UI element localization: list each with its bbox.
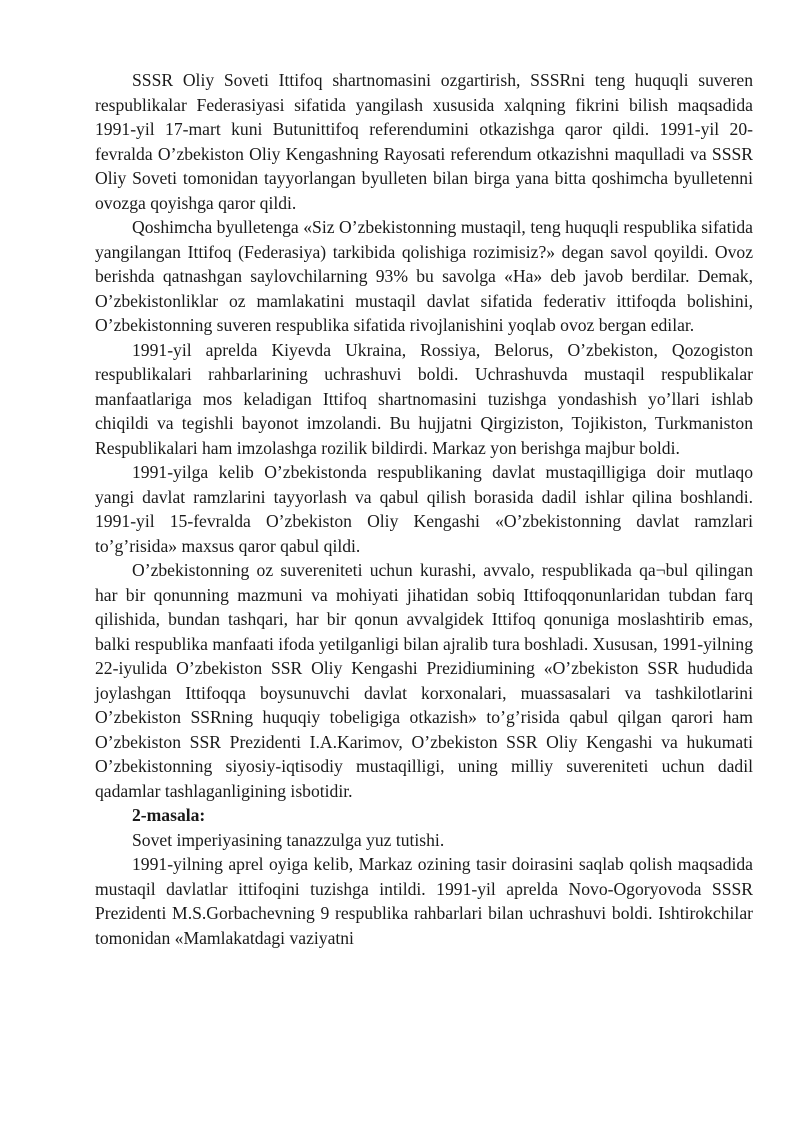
paragraph-state-symbols: 1991-yilga kelib O’zbekistonda respublikaning davlat mustaqilligiga doir mutlaqo yangi davlat ramzlarini tayyorlash va qabul qilish borasida dadil ishlar qilina boshlandi. 1991-yil 15-fevralda O’zbekiston Oliy Kengashi «O’zbekistonning davlat ramzlari to’g’risida» maxsus qaror qabul qildi. (95, 462, 753, 556)
paragraph-referendum: SSSR Oliy Soveti Ittifoq shartnomasini ozgartirish, SSSRni teng huquqli suveren respublikalar Federasiyasi sifatida yangilash xususida xalqning fikrini bilish maqsadida 1991-yil 17-mart kuni Butunittifoq referendumini otkazishga qaror qildi. 1991-yil 20-fevralda O’zbekiston Oliy Kengashning Rayosati referendum otkazishni maqulladi va SSSR Oliy Soveti tomonidan tayyorlangan byulleten bilan birga yana bitta qoshimcha byulletenni ovozga qoyishga qaror qildi. (95, 70, 753, 213)
paragraph-novo-ogaryovo: 1991-yilning aprel oyiga kelib, Markaz ozining tasir doirasini saqlab qolish maqsadida mustaqil davlatlar ittifoqini tuzishga intildi. 1991-yil aprelda Novo-Ogoryovoda SSSR Prezidenti M.S.Gorbachevning 9 respublika rahbarlari bilan uchrashuvi boldi. Ishtirokchilar tomonidan «Mamlakatdagi vaziyatni (95, 854, 753, 948)
paragraph-sovereignty: O’zbekistonning oz suvereniteti uchun kurashi, avvalo, respublikada qa¬bul qilingan har bir qonunning mazmuni va mohiyati jihatidan sobiq Ittifoqqonunlaridan tubdan farq qilishida, bundan tashqari, har bir qonun avvalgidek Ittifoq qonuniga moslashtirib emas, balki respublika manfaati ifoda yetilganligi bilan ajralib tura boshladi. Xususan, 1991-yilning 22-iyulida O’zbekiston SSR Oliy Kengashi Prezidiumining «O’zbekiston SSR hududida joylashgan Ittifoqqa boysunuvchi davlat korxonalari, muassasalari va tashkilotlarini O’zbekiston SSRning huquqiy tobeligiga otkazish» to’g’risida qabul qilgan qarori ham O’zbekiston SSR Prezidenti I.A.Karimov, O’zbekiston SSR Oliy Kengashi va hukumati O’zbekistonning siyosiy-iqtisodiy mustaqilligi, uning milliy suvereniteti uchun dadil qadamlar tashlaganligining isbotidir. (95, 560, 753, 801)
document-page (95, 68, 753, 950)
paragraph-additional-ballot: Qoshimcha byulletenga «Siz O’zbekistonning mustaqil, teng huquqli respublika sifatida yangilangan Ittifoq (Federasiya) tarkibida qolishiga rozimisiz?» degan savol qoyildi. Ovoz berishda qatnashgan saylovchilarning 93% bu savolga «Ha» deb javob berdilar. Demak, O’zbekistonliklar oz mamlakatini mustaqil davlat sifatida federativ ittifoqda bolishini, O’zbekistonning suveren respublika sifatida rivojlanishini yoqlab ovoz bergan edilar. (95, 217, 753, 335)
section-heading: 2-masala: (132, 805, 206, 825)
section-subtitle: Sovet imperiyasining tanazzulga yuz tutishi. (132, 829, 445, 850)
paragraph-kiev-meeting: 1991-yil aprelda Kiyevda Ukraina, Rossiya, Belorus, O’zbekiston, Qozogiston respublikalari rahbarlarining uchrashuvi boldi. Uchrashuvda mustaqil respublikalar manfaatlariga mos keladigan Ittifoq shartnomasini tuzishga yondashish yo’llari ishlab chiqildi va tegishli bayonot imzolandi. Bu hujjatni Qirgiziston, Tojikiston, Turkmaniston Respublikalari ham imzolashga rozilik bildirdi. Markaz yon berishga majbur boldi. (95, 339, 753, 458)
